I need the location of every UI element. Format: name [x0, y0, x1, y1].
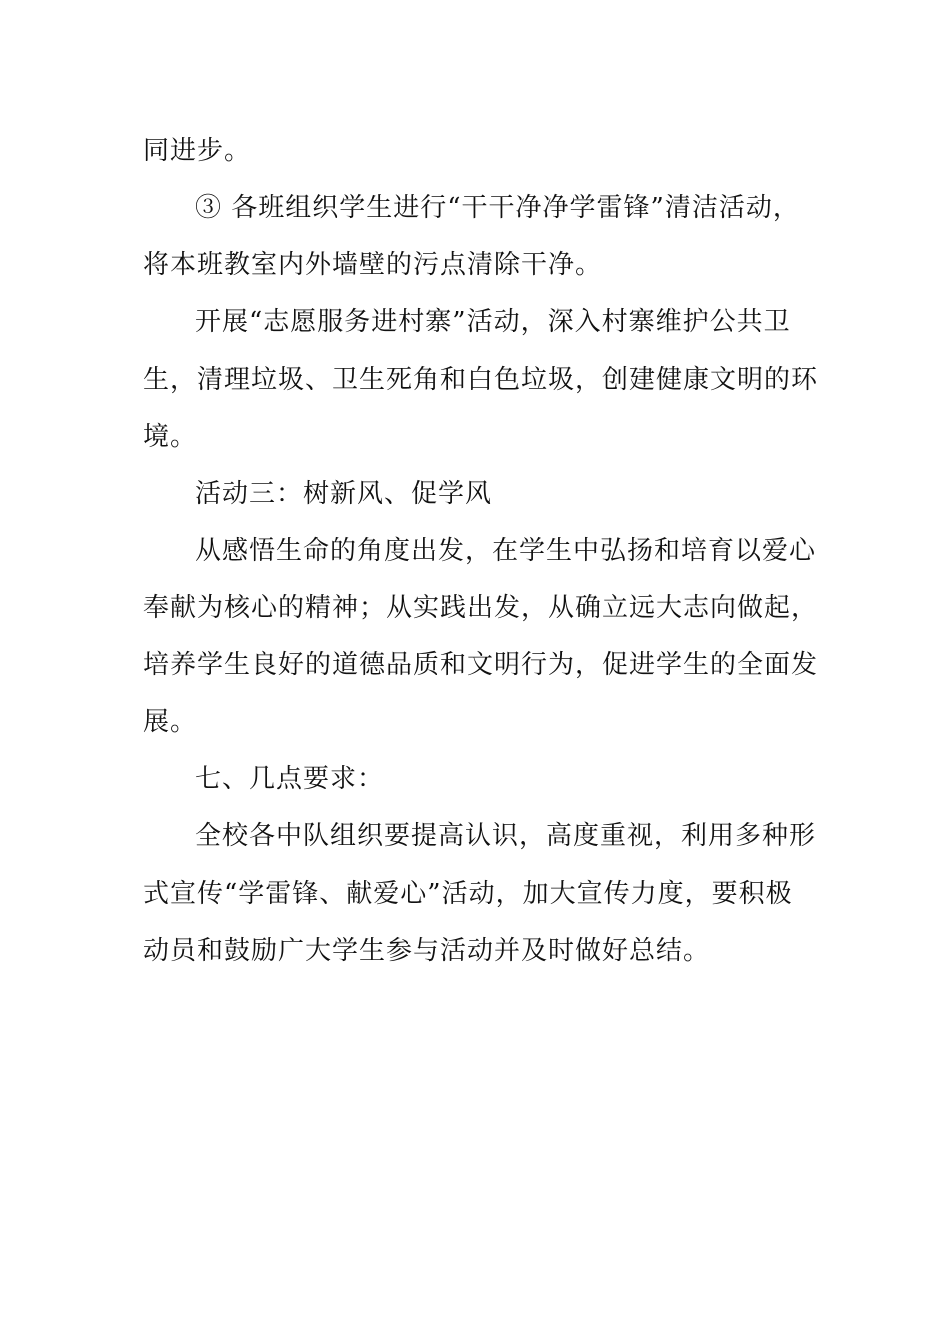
text-line: 同进步。	[143, 136, 252, 166]
text-line: 展。	[143, 707, 198, 737]
text-line: 奉献为核心的精神；从实践出发，从确立远大志向做起，	[143, 593, 819, 623]
text-line: 境。	[143, 422, 198, 452]
text-line: ③ 各班组织学生进行“干干净净学雷锋”清洁活动，	[195, 193, 800, 223]
text-line: 从感悟生命的角度出发，在学生中弘扬和培育以爱心	[195, 536, 817, 566]
text-line: 培养学生良好的道德品质和文明行为，促进学生的全面发	[143, 650, 819, 680]
text-line: 全校各中队组织要提高认识，高度重视，利用多种形	[195, 821, 817, 851]
text-line: 将本班教室内外墙壁的污点清除干净。	[143, 250, 603, 280]
section-heading: 七、几点要求：	[195, 764, 385, 794]
text-line: 开展“志愿服务进村寨”活动，深入村寨维护公共卫	[195, 307, 791, 337]
text-line: 式宣传“学雷锋、献爱心”活动，加大宣传力度，要积极	[143, 879, 793, 909]
text-line: 动员和鼓励广大学生参与活动并及时做好总结。	[143, 936, 711, 966]
text-line: 生，清理垃圾、卫生死角和白色垃圾，创建健康文明的环	[143, 365, 819, 395]
section-heading: 活动三：树新风、促学风	[195, 479, 493, 509]
